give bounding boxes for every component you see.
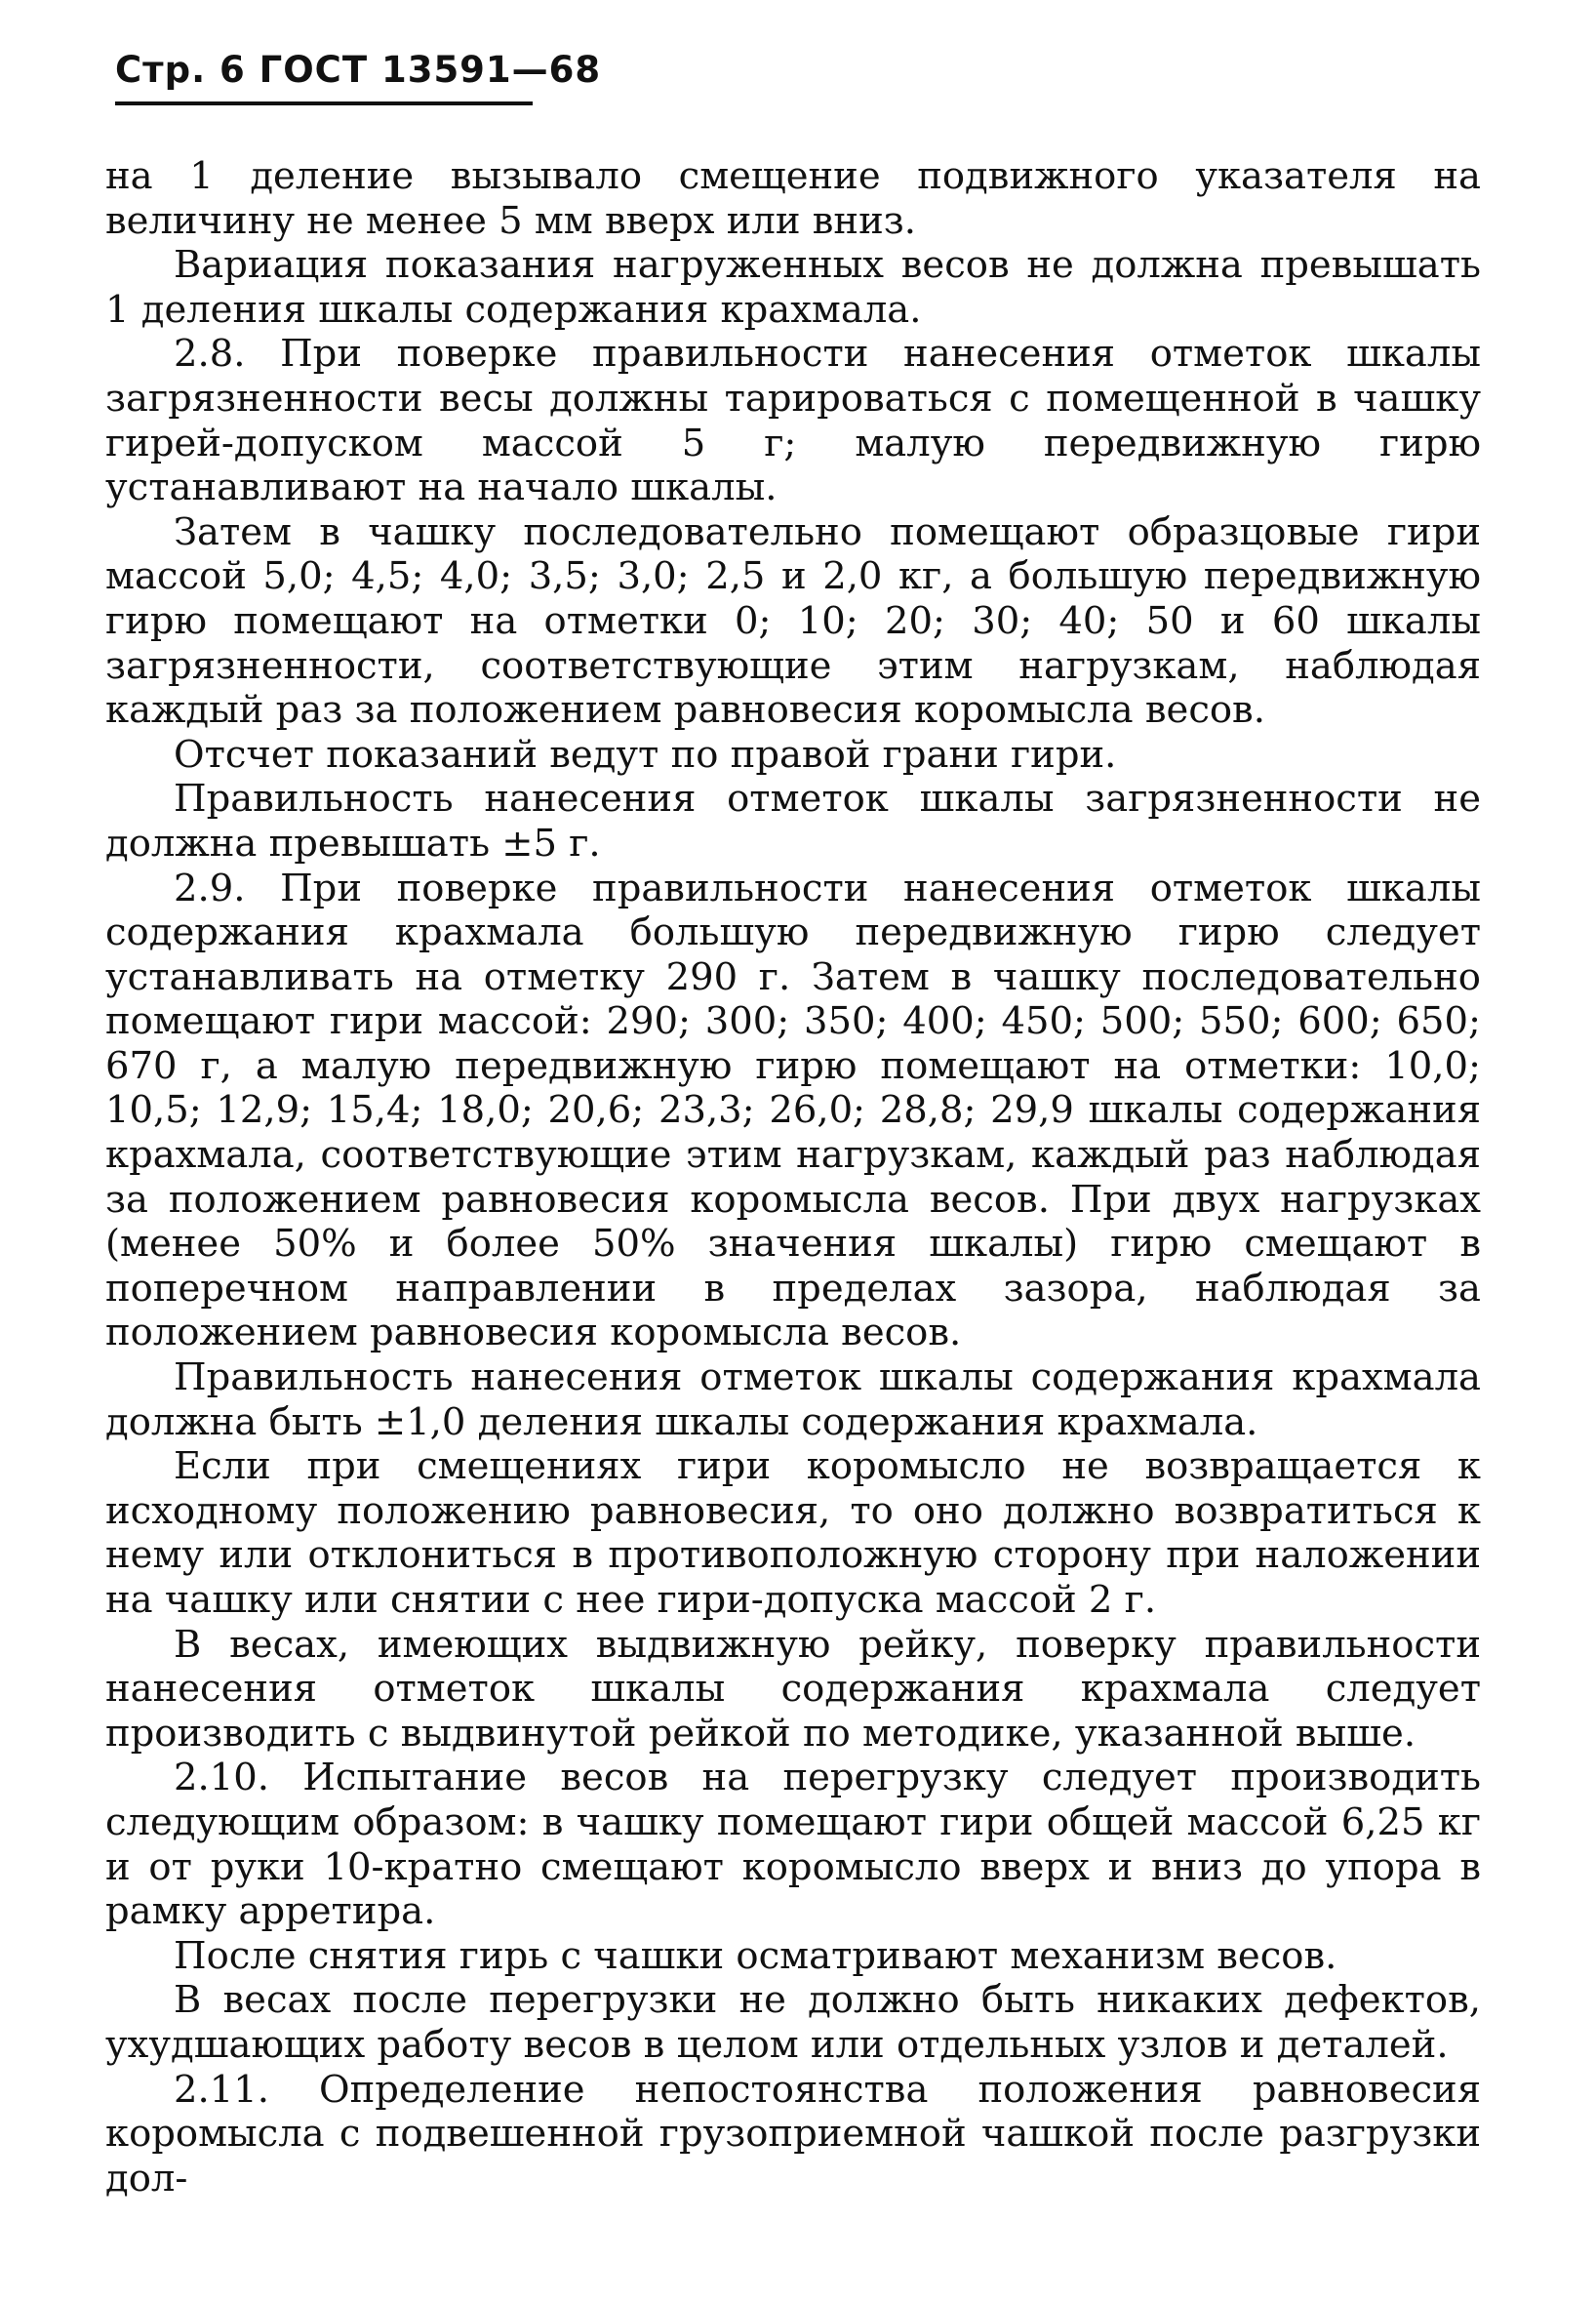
paragraph: Вариация показания нагруженных весов не должна превышать 1 деления шкалы содержания крахмала. (105, 243, 1481, 332)
paragraph: В весах, имеющих выдвижную рейку, поверку правильности нанесения отметок шкалы содержания крахмала следует производить с выдвинутой рейкой по методике, указанной выше. (105, 1622, 1481, 1756)
page-header: Стр. 6 ГОСТ 13591—68 (115, 49, 602, 91)
paragraph: Отсчет показаний ведут по правой грани гири. (174, 732, 1117, 777)
paragraph: 2.9. При поверке правильности нанесения отметок шкалы содержания крахмала большую передвижную гирю следует устанавливать на отметку 290 г. Затем в чашку последовательно помещают гири массой: 290; 300; 350; 400; 450; 500; 550; 600; 650; 670 г, а малую передвижную гирю помещают на отметки: 10,0; 10,5; 12,9; 15,4; 18,0; 20,6; 23,3; 26,0; 28,8; 29,9 шкалы содержания крахмала, соответствующие этим нагрузкам, каждый раз наблюдая за положением равновесия коромысла весов. При двух нагрузках (менее 50% и более 50% значения шкалы) гирю смещают в поперечном направлении в пределах зазора, наблюдая за положением равновесия коромысла весов. (105, 866, 1481, 1355)
paragraph: Затем в чашку последовательно помещают образцовые гири массой 5,0; 4,5; 4,0; 3,5; 3,0; 2,5 и 2,0 кг, а большую передвижную гирю помещают на отметки 0; 10; 20; 30; 40; 50 и 60 шкалы загрязненности, соответствующие этим нагрузкам, наблюдая каждый раз за положением равновесия коромысла весов. (105, 509, 1481, 733)
body-text (105, 154, 1481, 2201)
paragraph: 2.11. Определение непостоянства положения равновесия коромысла с подвешенной грузоприемной чашкой после разгрузки дол- (105, 2067, 1481, 2201)
paragraph: 2.10. Испытание весов на перегрузку следует производить следующим образом: в чашку помещают гири общей массой 6,25 кг и от руки 10-кратно смещают коромысло вверх и вниз до упора в рамку арретира. (105, 1756, 1481, 1934)
paragraph: После снятия гирь с чашки осматривают механизм весов. (174, 1933, 1337, 1978)
paragraph: на 1 деление вызывало смещение подвижного указателя на величину не менее 5 мм вверх или вниз. (105, 154, 1481, 243)
paragraph: Правильность нанесения отметок шкалы содержания крахмала должна быть ±1,0 деления шкалы содержания крахмала. (105, 1355, 1481, 1444)
paragraph: Если при смещениях гири коромысло не возвращается к исходному положению равновесия, то оно должно возвратиться к нему или отклониться в противоположную сторону при наложении на чашку или снятии с нее гири-допуска массой 2 г. (105, 1444, 1481, 1622)
header-rule (115, 101, 533, 105)
paragraph: Правильность нанесения отметок шкалы загрязненности не должна превышать ±5 г. (105, 777, 1481, 866)
paragraph: 2.8. При поверке правильности нанесения отметок шкалы загрязненности весы должны тарироваться с помещенной в чашку гирей-допуском массой 5 г; малую передвижную гирю устанавливают на начало шкалы. (105, 332, 1481, 510)
paragraph: В весах после перегрузки не должно быть никаких дефектов, ухудшающих работу весов в целом или отдельных узлов и деталей. (105, 1978, 1481, 2067)
